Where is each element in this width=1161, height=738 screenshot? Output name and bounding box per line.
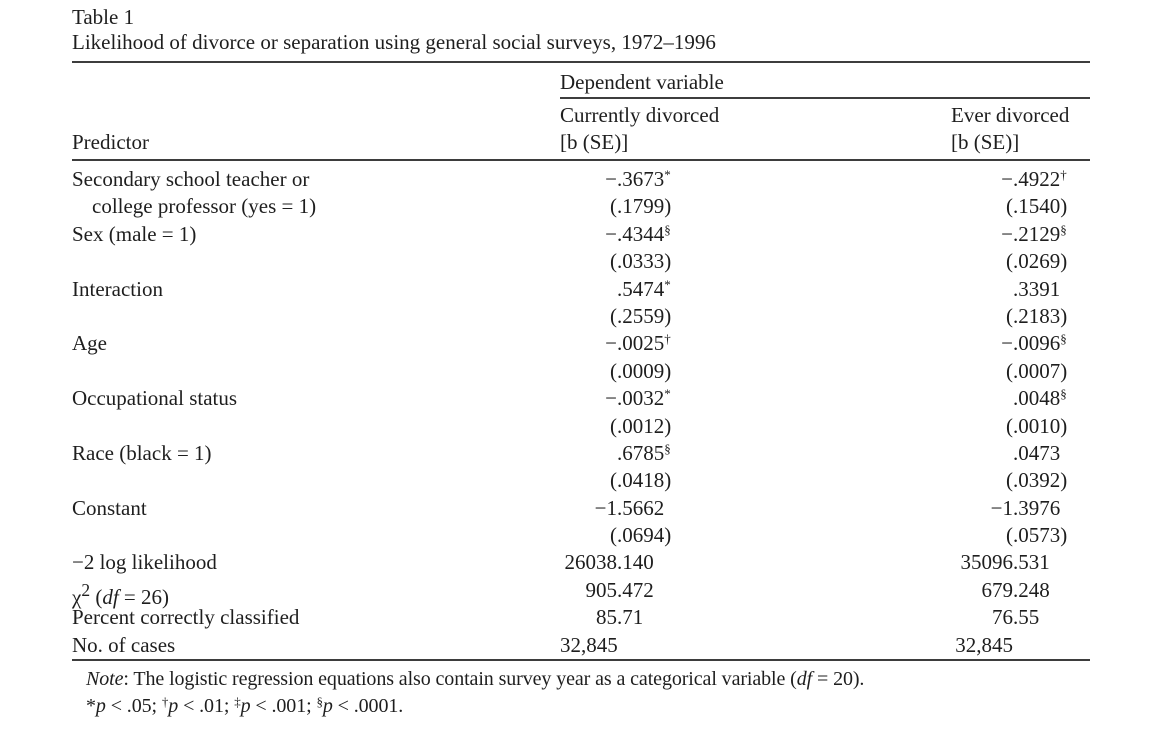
value-cell-ever-divorced: 76.55 — [992, 605, 1040, 630]
column-header-currently-divorced-units: [b (SE)] — [560, 130, 629, 154]
value-cell-currently-divorced: (.1799) — [610, 194, 672, 219]
note-line-general: Note: The logistic regression equations also contain survey year as a categorical variable (df = 20). — [86, 668, 865, 690]
row-label — [72, 467, 560, 494]
value-cell-currently-divorced: (.2559) — [610, 303, 672, 328]
value-cell-currently-divorced: (.0694) — [610, 523, 672, 548]
table-row — [72, 604, 1132, 631]
column-header-ever-divorced-units: [b (SE)] — [951, 130, 1020, 154]
value-cell-ever-divorced: (.0392) — [1006, 468, 1068, 493]
table-row — [72, 495, 1132, 522]
significance-marker: † — [1060, 167, 1067, 182]
value-cell-currently-divorced: −.0025† — [605, 331, 671, 356]
value-cell-ever-divorced: (.1540) — [1006, 194, 1068, 219]
value-cell-currently-divorced: −.0032* — [605, 386, 671, 411]
row-label — [72, 248, 560, 275]
column-header-predictor: Predictor — [72, 130, 149, 154]
significance-marker: * — [664, 386, 671, 402]
row-label: Interaction — [72, 276, 163, 301]
value-cell-ever-divorced: −.4922† — [1001, 167, 1067, 191]
value-cell-currently-divorced: −1.5662 — [594, 495, 665, 520]
table-rule-top — [72, 61, 1090, 63]
table-row — [72, 440, 1132, 467]
value-cell-currently-divorced: 85.71 — [596, 605, 644, 630]
table-rule-bottom — [72, 659, 1090, 661]
value-cell-ever-divorced: (.0010) — [1006, 413, 1068, 438]
value-cell-currently-divorced: −.3673* — [605, 167, 671, 191]
table-row — [72, 330, 1132, 357]
value-cell-currently-divorced: 32,845 — [560, 632, 618, 657]
significance-marker: § — [664, 221, 671, 237]
value-cell-ever-divorced: (.0573) — [1006, 523, 1068, 548]
significance-marker: § — [1060, 221, 1067, 237]
row-label: No. of cases — [72, 632, 176, 657]
table-row — [72, 522, 1132, 549]
table-title: Likelihood of divorce or separation using general social surveys, 1972–1996 — [72, 30, 716, 54]
value-cell-ever-divorced: .0473 — [1013, 440, 1061, 465]
note-line-significance: *p < .05; †p < .01; ‡p < .001; §p < .0001. — [86, 693, 404, 717]
value-cell-ever-divorced: −.2129§ — [1001, 221, 1067, 246]
significance-marker: * — [664, 276, 671, 292]
significance-marker: * — [664, 167, 671, 182]
value-cell-ever-divorced: −1.3976 — [990, 495, 1061, 520]
row-label: −2 log likelihood — [72, 550, 217, 575]
table-row — [72, 413, 1132, 440]
row-label: college professor (yes = 1) — [92, 194, 317, 219]
value-cell-ever-divorced: (.0269) — [1006, 249, 1068, 274]
value-cell-currently-divorced: (.0009) — [610, 358, 672, 383]
value-cell-currently-divorced: (.0012) — [610, 413, 672, 438]
row-label: Secondary school teacher or — [72, 167, 310, 191]
row-label: Sex (male = 1) — [72, 221, 197, 246]
value-cell-ever-divorced: (.2183) — [1006, 303, 1068, 328]
table-row — [72, 221, 1132, 248]
regression-table-body — [72, 166, 1132, 659]
significance-marker: § — [1060, 386, 1067, 402]
header-rule — [72, 159, 1090, 161]
table-row — [72, 549, 1132, 576]
value-cell-ever-divorced: .0048§ — [1013, 386, 1067, 411]
row-label: Percent correctly classified — [72, 605, 300, 630]
value-cell-ever-divorced: (.0007) — [1006, 358, 1068, 383]
table-row — [72, 193, 1132, 220]
table-number: Table 1 — [72, 5, 135, 29]
value-cell-ever-divorced: .3391 — [1013, 276, 1061, 301]
value-cell-ever-divorced: 679.248 — [981, 577, 1050, 602]
table-row — [72, 385, 1132, 412]
row-label: $\chi^2$ (df = 26) — [72, 579, 170, 609]
significance-marker: § — [664, 440, 671, 456]
value-cell-currently-divorced: 905.472 — [585, 577, 654, 602]
row-label — [72, 358, 560, 385]
table-row — [72, 303, 1132, 330]
value-cell-currently-divorced: 26038.140 — [564, 550, 654, 575]
spanner-heading: Dependent variable — [560, 70, 724, 94]
table-row — [72, 358, 1132, 385]
value-cell-ever-divorced: 35096.531 — [960, 550, 1050, 575]
spanner-rule — [560, 97, 1090, 99]
table-notes — [86, 666, 864, 719]
column-header-ever-divorced: Ever divorced — [951, 103, 1070, 127]
row-label: Occupational status — [72, 386, 238, 411]
table-row — [72, 467, 1132, 494]
table-caption — [72, 5, 716, 55]
row-label: Race (black = 1) — [72, 440, 212, 465]
value-cell-ever-divorced: 32,845 — [955, 632, 1013, 657]
row-label — [72, 522, 560, 549]
value-cell-currently-divorced: .5474* — [617, 276, 671, 301]
row-label — [72, 413, 560, 440]
table-row — [72, 248, 1132, 275]
row-label: Age — [72, 331, 107, 356]
table-row — [72, 166, 1132, 193]
table-row — [72, 276, 1132, 303]
value-cell-currently-divorced: (.0418) — [610, 468, 672, 493]
table-row — [72, 577, 1132, 609]
value-cell-currently-divorced: (.0333) — [610, 249, 672, 274]
value-cell-currently-divorced: −.4344§ — [605, 221, 671, 246]
value-cell-currently-divorced: .6785§ — [617, 440, 671, 465]
significance-marker: † — [664, 331, 671, 347]
value-cell-ever-divorced: −.0096§ — [1001, 331, 1067, 356]
significance-marker: § — [1060, 331, 1067, 347]
row-label: Constant — [72, 495, 147, 520]
table-row — [72, 632, 1132, 659]
row-label — [72, 303, 560, 330]
column-header-currently-divorced: Currently divorced — [560, 103, 720, 127]
